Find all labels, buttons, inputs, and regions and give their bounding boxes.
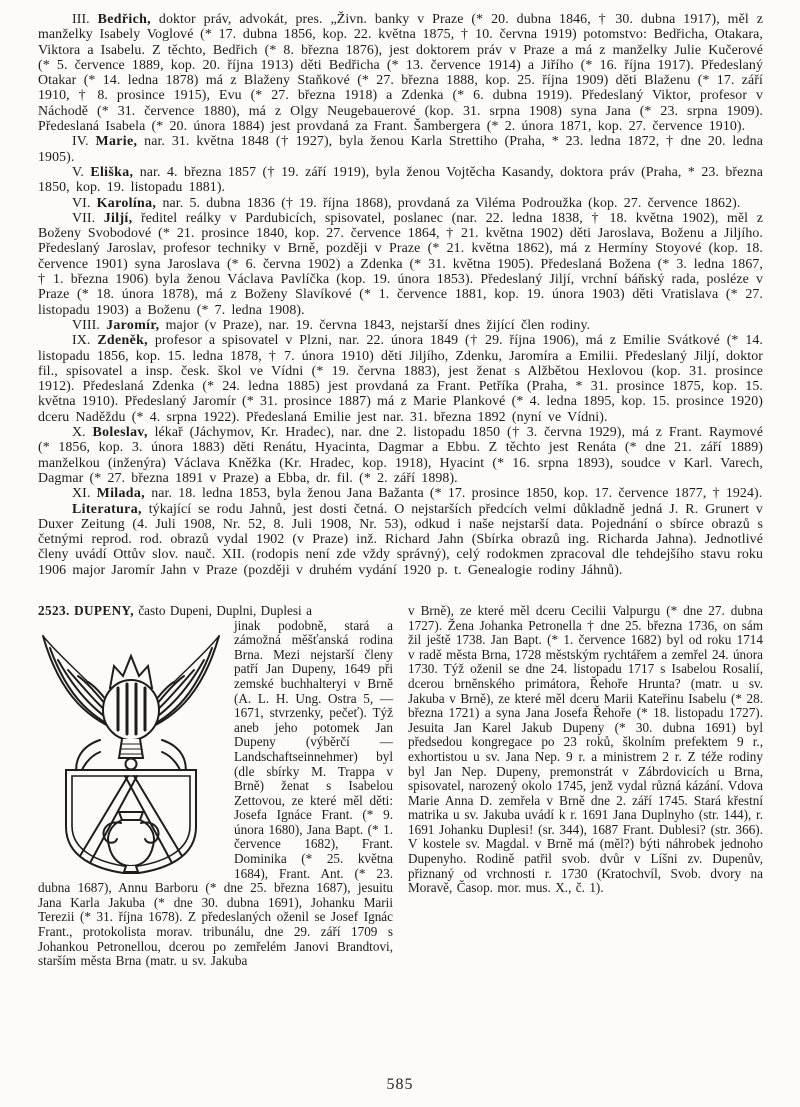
jahn-paragraph — [38, 502, 763, 578]
coat-of-arms-illustration — [38, 622, 224, 874]
entry-heading-rest: často Dupeni, Duplni, Duplesi a — [138, 602, 312, 618]
paragraph-text: ředitel reálky v Pardubicích, spisovatel, poslanec (nar. 22. ledna 1838, † 18. května 1902), měl z Boženy Svobodové (* 21. prosince 1840, kop. 27. července 1864, † 21. května 1902) děti Jaroslava, Boženu a Jiljího. Předeslaný Jaroslav, profesor techniky v Brně, později v Praze (* 21. května 1862), má z Hermíny Stoyové (kop. 18. července 1901) syna Jaroslava (* 6. června 1902) a Zdenka (* 31. května 1905). Předeslaná Božena (* 3. ledna 1867, † 1. března 1906) byla ženou Václava Pavlíčka (kop. 19. února 1853). Předeslaný Jiljí, vrchní báňský rada, posléze v Praze (* 18. února 1878), má z Boženy Slavíkové (* 1. července 1881, kop. 19. února 1903) děti Vratislava (* 27. listopadu 1903) a Boženu (* 7. ledna 1908). — [38, 210, 763, 318]
paragraph-numeral: V. — [72, 164, 84, 180]
jahn-paragraph — [38, 165, 763, 196]
jahn-paragraph — [38, 12, 763, 134]
paragraph-numeral: X. — [72, 425, 86, 441]
jahn-paragraph — [38, 134, 763, 165]
paragraph-lead-name: Milada, — [96, 486, 145, 502]
left-column-text — [38, 619, 393, 969]
jahn-genealogy-section — [38, 12, 763, 578]
entry-number: 2523. — [38, 602, 70, 618]
jahn-paragraph — [38, 211, 763, 318]
left-column — [38, 604, 393, 969]
paragraph-text: nar. 31. května 1848 († 1927), byla ženou Karla Strettiho (Praha, * 23. ledna 1872, † dne 20. ledna 1905). — [38, 134, 763, 165]
paragraph-numeral: XI. — [72, 486, 91, 502]
entry-name: DUPENY, — [74, 602, 134, 618]
paragraph-numeral: VIII. — [72, 317, 100, 333]
paragraph-lead-name: Literatura, — [72, 501, 142, 517]
left-column-body: jinak podobně, stará a zámožná měšťanská rodina Brna. Mezi nejstarší členy patří Jan Dupeny, 1649 při zemské buchhalteryi v Brně (A. L. H. Ung. Ostra 5, —1671, stvrzenky, pečeť). Týž aneb jeho potomek Jan Dupeny (výběrčí — Landschaftseinnehmer) byl (dle sbírky M. Trappa v Brně) ženat s Isabelou Zettovou, ze které měl děti: Josefa Ignáce Frant. (* 9. února 1680), Jana Bapt. (* 1. července 1682), Frant. Dominika (* 25. května 1684), Frant. Ant. (* 23. dubna 1687), Annu Barboru (* dne 25. března 1687), jesuitu Jana Karla Jakuba (* dne 30. dubna 1691), Johanku Marii Terezii (* 31. října 1678). Z předeslaných oženil se Josef Ignác Frant., protokolista morav. tribunálu, dne 29. září 1709 s Johankou Petronellou, dcerou po zemřelém Janovi Brandtovi, starším města Brna (matr. u sv. Jakuba — [38, 617, 393, 969]
paragraph-lead-name: Marie, — [95, 134, 138, 150]
paragraph-text: profesor a spisovatel v Plzni, nar. 22. února 1849 († 29. října 1906), má z Emilie Svátkové (* 14. listopadu 1856, kop. 15. ledna 1878, † 7. února 1910) děti Jiljího, Zdenku, Jaromíra a Emilii. Předeslaný Jiljí, doktor fil., spisovatel a insp. česk. škol ve Vídni (* 19. června 1883), jest ženat s Alžbětou Hexlovou (kop. 31. prosince 1912). Předeslaná Zdenka (* 24. ledna 1885) jest provdaná za Frant. Petříka (Praha, * 31. prosince 1875, kop. 15. května 1910). Předeslaný Jaromír (* 31. prosince 1887) má z Marie Plankové (* 4. ledna 1895, kop. 15. prosince 1920) dceru Naděždu (* 4. srpna 1922). Předeslaná Emilie jest nar. 31. března 1892 (nyní ve Vídni). — [38, 333, 763, 425]
entry-heading — [38, 604, 393, 619]
paragraph-numeral: IX. — [72, 333, 91, 349]
page-number: 585 — [386, 1076, 414, 1093]
paragraph-text: nar. 4. března 1857 († 19. září 1919), byla ženou Vojtěcha Kasandy, doktora práv (Praha, * 23. března 1850, kop. 19. listopadu 1881). — [38, 164, 763, 196]
paragraph-lead-name: Karolína, — [96, 195, 157, 211]
paragraph-text: nar. 5. dubna 1836 († 19. října 1868), provdaná za Viléma Podroužka (kop. 27. července 1862). — [162, 195, 741, 211]
right-column-text: v Brně), ze které měl dceru Cecilii Valpurgu (* dne 27. dubna 1727). Žena Johanka Petronella † dne 25. března 1736, on sám žil ještě 1738. Jan Bapt. (* 1. července 1682) byl od roku 1714 v radě města Brna, 1728 městským rychtářem a zemřel 24. února 1730. Týž oženil se dne 24. listopadu 1717 s Isabelou Rosalií, dcerou brněnského primátora, Řehoře Hrunta? (matr. u sv. Jakuba v Brně), ze které měl dceru Marii Kateřinu Isabelu (* 28. března 1721) a syna Jana Josefa Řehoře (* 18. listopadu 1727). Jesuita Jan Karel Jakub Dupeny (* 30. dubna 1691) byl předsedou kongregace po 23 roků, školním prefektem 9 r., exhortistou u sv. Jana Nep. 9 r. a ministrem 2 r. Z téže rodiny byl Jan Nep. Dupeny, premonstrát v Zábrdovicích u Brna, spisovatel, narozený okolo 1745, jenž vydal různá kázání. Vdova Marie Anna D. zemřela v Brně dne 2. září 1745. Stará křestní matrika u sv. Jakuba uvádí k r. 1691 Jana Duplnyho (str. 144), r. 1691 Johanku Duplesi! (sr. 344), 1687 Frant. Dublesi? (str. 366). V kostele sv. Magdal. v Brně má (měl?) býti náhrobek jednoho Dupenyho. Rodině patřil svob. dvůr v Líšni zv. Dupenův, přiznaný od vrchnosti r. 1730 (Kratochvíl, Svob. dvory na Moravě, Časop. mor. mus. X., č. 1). — [408, 602, 763, 896]
paragraph-text: týkající se rodu Jahnů, jest dosti četná. O nejstarších předcích velmi důkladně jedná J. R. Grunert v Duxer Zeitung (4. Juli 1908, Nr. 52, 8. Juli 1908, Nr. 53), odkud i naše nejstarší data. Pojednání o sbírce obrazů s četnými reprod. rod. obrazů vydal 1902 (v Praze) inž. Richard Jahn (Sbírka obrazů ing. Richarda Jahna). Jednotlivé členy uvádí Ottův slov. nauč. XII. (rodopis není zde vždy správný), celý rodokmen zpracoval dle tehdejšího stavu roku 1906 major Jaromír Jahn v Praze (později v druhém vydání 1920 p. t. Genealogie rodiny Jáhnů). — [38, 501, 763, 578]
paragraph-lead-name: Bedřich, — [97, 12, 151, 27]
paragraph-lead-name: Eliška, — [90, 164, 134, 180]
jahn-paragraph — [38, 333, 763, 425]
paragraph-text: nar. 18. ledna 1853, byla ženou Jana Bažanta (* 17. prosince 1850, kop. 17. července 1877, † 1924). — [151, 486, 763, 502]
paragraph-numeral: III. — [72, 12, 90, 27]
jahn-paragraph — [38, 196, 763, 211]
paragraph-text: major (v Praze), nar. 19. června 1843, nejstarší dnes žijící člen rodiny. — [165, 317, 591, 333]
jahn-paragraph — [38, 486, 763, 501]
paragraph-numeral: VI. — [72, 195, 91, 211]
paragraph-numeral: VII. — [72, 210, 96, 226]
dupeny-entry-section — [38, 604, 763, 969]
paragraph-text: lékař (Jáchymov, Kr. Hradec), nar. dne 2. listopadu 1850 († 3. června 1929), má z Frant. Raymové (* 1856, kop. 3. února 1883) děti Renátu, Hyacinta, Dagmar a Ebbu. Z těchto jest Renáta (* dne 21. září 1889) manželkou (inženýra) Václava Kněžka (Kr. Hradec, kop. 1918), Hyacint (* 16. srpna 1893), soudce v Karl. Varech, Dagmar (* 27. března 1891 v Praze) a Ebba, dr. fil. (* 2. září 1898). — [38, 425, 763, 486]
paragraph-lead-name: Zdeněk, — [97, 333, 149, 349]
paragraph-lead-name: Jiljí, — [103, 210, 133, 226]
paragraph-numeral: IV. — [72, 134, 89, 150]
jahn-paragraph — [38, 318, 763, 333]
paragraph-lead-name: Jaromír, — [106, 317, 160, 333]
paragraph-lead-name: Boleslav, — [92, 425, 148, 441]
jahn-paragraph — [38, 425, 763, 486]
right-column — [408, 604, 763, 969]
paragraph-text: doktor práv, advokát, pres. „Živn. banky v Praze (* 20. dubna 1846, † 30. dubna 1917), měl z manželky Isabely Voglové (* 17. dubna 1856, kop. 22. května 1875, † 10. června 1919) potomstvo: Bedřicha, Otakara, Viktora a Isabelu. Z těchto, Bedřich (* 8. března 1876), jest doktorem práv v Praze a má z manželky Julie Kučerové (* 5. července 1889, kop. 20. října 1913) děti Bedřicha (* 13. července 1914) a Jiřího (* 16. října 1917). Předeslaný Otakar (* 14. ledna 1878) má z Blaženy Staňkové (* 27. března 1888, kop. 25. října 1909) děti Blaženu (* 17. září 1910, † 8. prosince 1915), Evu (* 27. března 1918) a Zdenka (* 6. dubna 1919). Předeslaný Viktor, profesor v Náchodě (* 31. července 1880), má z Olgy Neugebauerové (kop. 31. srpna 1908) syna Jana (* 23. srpna 1909). Předeslaná Isabela (* 20. února 1884) jest provdaná za Frant. Šambergera (* 2. února 1871, kop. 27. července 1910). — [38, 12, 763, 135]
